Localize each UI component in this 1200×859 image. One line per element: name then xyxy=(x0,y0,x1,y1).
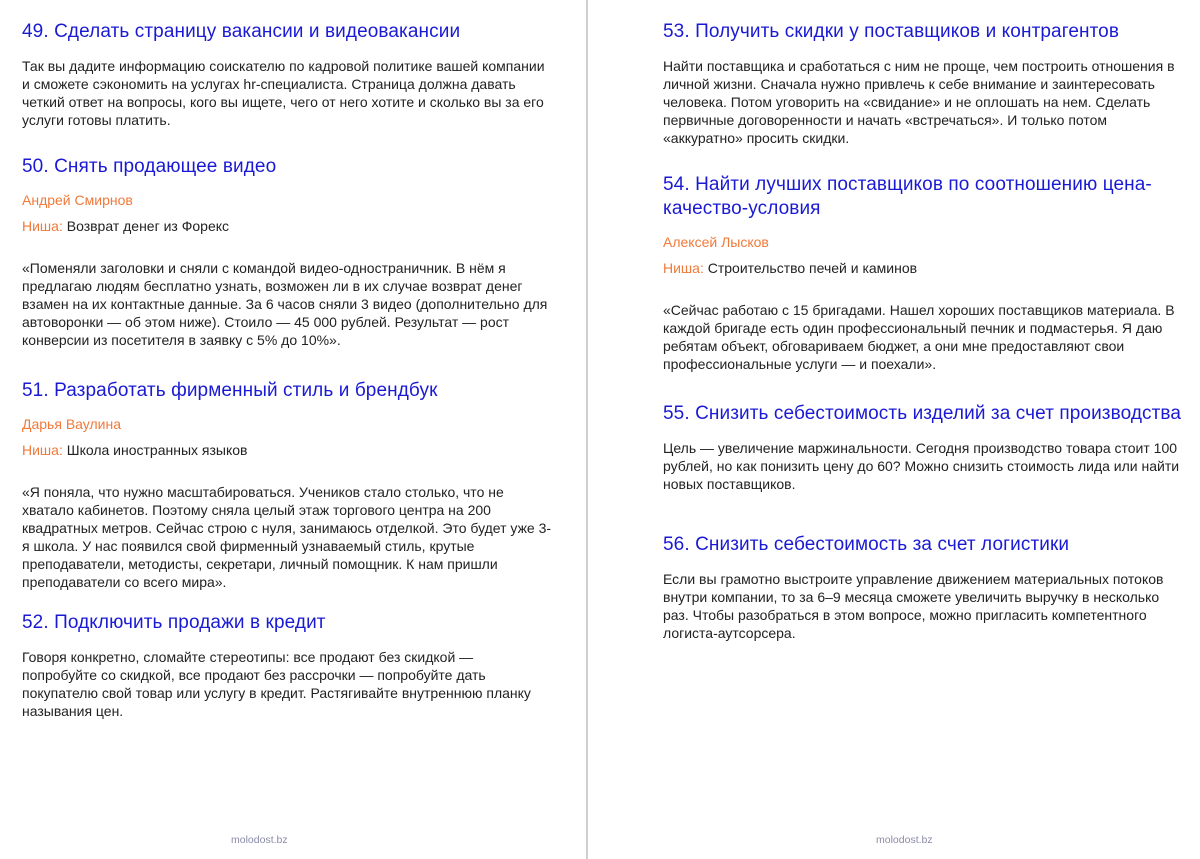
quote-text: «Я поняла, что нужно масштабироваться. Учеников стало столько, что не хватало кабинетов. Поэтому сняла целый этаж торгового центра на 200 квадратных метров. Сейчас строю с нуля, занимаюсь отделкой. Это будет уже 3-я школа. У нас появился свой фирменный узнаваемый стиль, крутые преподаватели, методисты, секретари, личный помощник. К нам пришли преподаватели со всего мира». xyxy=(22,484,552,590)
section-body: Найти поставщика и сработаться с ним не проще, чем построить отношения в личной жизни. Сначала нужно привлечь к себе внимание и заинтересовать человека. Потом уговорить на «свидание» и не оплошать на нем. Сделать первичные договоренности и начать «встречаться». И только потом «аккуратно» просить скидки. xyxy=(663,58,1175,146)
section-52 xyxy=(22,611,552,720)
section-heading: 54. Найти лучших поставщиков по соотношению цена-качество-условия xyxy=(663,174,1152,219)
footer-link[interactable]: molodost.bz xyxy=(876,834,933,846)
section-body: Так вы дадите информацию соискателю по кадровой политике вашей компании и сможете сэкономить на услугах hr-специалиста. Страница должна давать четкий ответ на вопросы, кого вы ищете, чего от него хотите и сколько вы за его услуги готовы платить. xyxy=(22,58,545,128)
section-49 xyxy=(22,20,552,129)
author-name: Дарья Ваулина xyxy=(22,416,121,432)
niche-value: Школа иностранных языков xyxy=(66,442,248,458)
niche-line xyxy=(22,217,552,235)
section-body: Если вы грамотно выстроите управление движением материальных потоков внутри компании, то за 6–9 месяца сможете увеличить выручку в несколько раз. Чтобы разобраться в этом вопросе, можно пригласить компетентного логиста-аутсорсера. xyxy=(663,571,1164,641)
section-body: Цель — увеличение маржинальности. Сегодня производство товара стоит 100 рублей, но как понизить цену до 60? Можно снизить стоимость лида или найти новых поставщиков. xyxy=(663,440,1180,492)
section-53 xyxy=(663,20,1183,147)
section-heading: 51. Разработать фирменный стиль и брендбук xyxy=(22,380,438,401)
quote-text: «Сейчас работаю с 15 бригадами. Нашел хороших поставщиков материала. В каждой бригаде есть один профессиональный печник и подмастерья. Я даю ребятам объект, обговариваем бюджет, а они мне предоставляют свои профессиональные услуги — и поехали». xyxy=(663,302,1175,372)
section-heading: 56. Снизить себестоимость за счет логистики xyxy=(663,534,1070,555)
section-heading: 49. Сделать страницу вакансии и видеовакансии xyxy=(22,21,461,42)
niche-label: Ниша: xyxy=(22,218,63,234)
section-heading: 55. Снизить себестоимость изделий за счет производства xyxy=(663,403,1182,424)
section-body: Говоря конкретно, сломайте стереотипы: все продают без скидкой — попробуйте со скидкой, все продают без рассрочки — попробуйте дать покупателю свой товар или услугу в кредит. Растягивайте внутреннюю планку называния цен. xyxy=(22,649,531,719)
section-55 xyxy=(663,402,1183,493)
quote-text: «Поменяли заголовки и сняли с командой видео-одностраничник. В нём я предлагаю людям бесплатно узнать, возможен ли в их случае возврат денег взамен на их контактные данные. За 6 часов сняли 3 видео (дополнительно для автоворонки — об этом ниже). Стоило — 45 000 рублей. Результат — рост конверсии из посетителя в заявку с 5% до 10%». xyxy=(22,260,548,348)
niche-value: Строительство печей и каминов xyxy=(707,260,918,276)
niche-label: Ниша: xyxy=(22,442,63,458)
niche-value: Возврат денег из Форекс xyxy=(66,218,230,234)
section-heading: 50. Снять продающее видео xyxy=(22,156,277,177)
author-name: Андрей Смирнов xyxy=(22,192,133,208)
niche-label: Ниша: xyxy=(663,260,704,276)
section-heading: 53. Получить скидки у поставщиков и контрагентов xyxy=(663,21,1120,42)
niche-line xyxy=(22,441,552,459)
right-page xyxy=(588,0,1200,859)
section-heading: 52. Подключить продажи в кредит xyxy=(22,612,326,633)
section-56 xyxy=(663,533,1183,642)
niche-line xyxy=(663,259,1183,277)
section-54 xyxy=(663,173,1183,373)
left-page xyxy=(0,0,586,859)
footer-link[interactable]: molodost.bz xyxy=(231,834,288,846)
author-name: Алексей Лысков xyxy=(663,234,769,250)
section-50 xyxy=(22,155,552,349)
section-51 xyxy=(22,379,552,591)
